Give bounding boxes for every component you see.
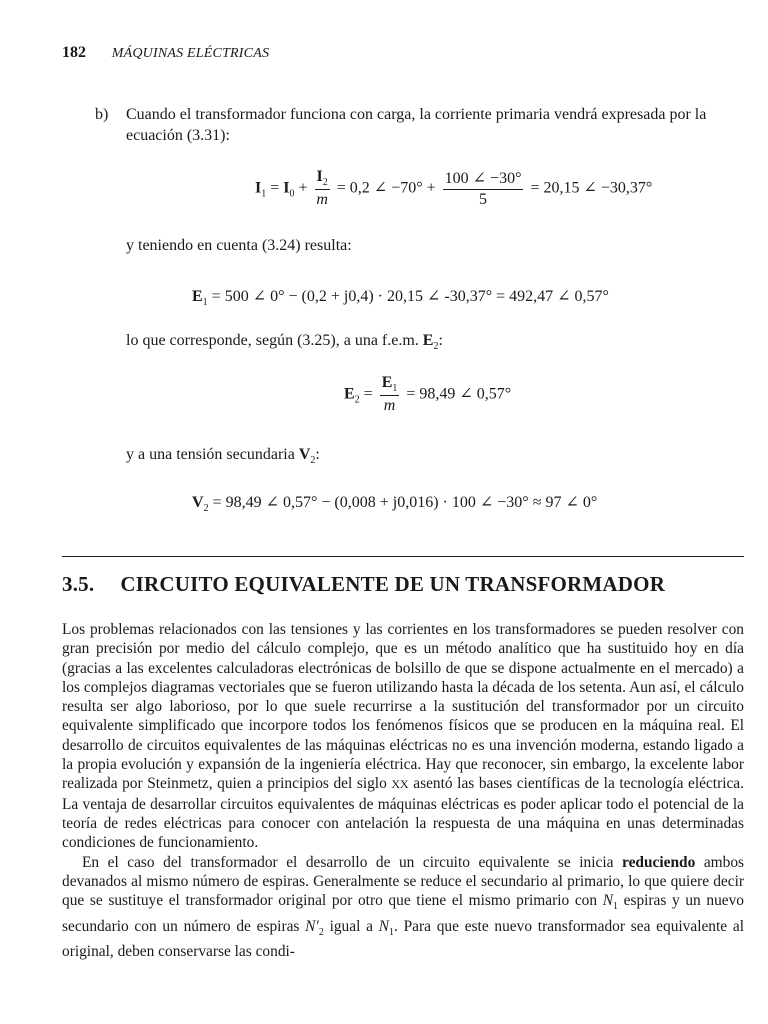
p2-n1-again: N bbox=[378, 917, 389, 935]
eq2-lhs-sub: 1 bbox=[202, 297, 208, 309]
eq3-lhs-sub: 2 bbox=[354, 394, 360, 406]
p1-part-a: Los problemas relacionados con las tensiones y las corrientes en los transformadores se pueden resolver con gran precisión por medio del cálculo complejo, que es un método analítico que ha sustituido hoy en día (gracias a las excelentes calculadoras electrónicas de bolsillo de que se dispone actualmente en el mercado) a los complejos diagramas vectoriales que se fueron utilizando hasta la década de los setenta. Aun así, el cálculo resulta ser algo laborioso, por lo que suele recurrirse a la sustitución del transformador por un circuito equivalente simplificado que incorpore todos los fenómenos físicos que se producen en la máquina real. El desarrollo de circuitos equivalentes de las máquinas eléctricas no es una invención moderna, estando ligado a la propia evolución y expansión de la ingeniería eléctrica. Hay que reconocer, sin embargo, la excelente labor realizada por Steinmetz, quien a principios del siglo bbox=[62, 621, 744, 793]
section-body bbox=[62, 620, 744, 961]
p1-century: XX bbox=[391, 777, 409, 792]
p2-part-b: ambos devanados al mismo número de espiras. Generalmente se reduce el secundario al primario, lo que quiere decir que se sustituye el transformador original por otro que tiene el mismo primario con bbox=[62, 853, 744, 910]
eq2-lhs: E bbox=[192, 288, 203, 305]
p2-n1: N bbox=[602, 892, 613, 910]
body-paragraph-1 bbox=[62, 620, 744, 853]
para3-end: : bbox=[315, 446, 320, 463]
section-divider bbox=[62, 556, 744, 557]
running-header bbox=[62, 44, 269, 62]
p2-n2-sub: 2 bbox=[318, 926, 324, 938]
eq3-frac-den: m bbox=[383, 397, 396, 415]
p2-n1-sub: 1 bbox=[612, 901, 618, 913]
p2-n2: N′ bbox=[305, 917, 319, 935]
eq1-frac1-num-sub: 2 bbox=[322, 177, 328, 189]
p2-part-a: En el caso del transformador el desarrollo de un circuito equivalente se inicia bbox=[82, 853, 623, 871]
eq1-lhs-sub: 1 bbox=[261, 188, 267, 200]
eq1-fraction-1 bbox=[315, 168, 330, 209]
paragraph-2 bbox=[126, 332, 443, 352]
eq4-rhs: = 98,49 ∠ 0,57° − (0,008 + j0,016) · 100 ∠ −30° ≈ 97 ∠ 0° bbox=[212, 494, 598, 511]
p2-n1-again-sub: 1 bbox=[389, 926, 394, 938]
para3-var-sub: 2 bbox=[310, 455, 316, 467]
equation-emf-1 bbox=[192, 286, 609, 308]
eq3-frac-num: E bbox=[381, 374, 393, 391]
p2-part-c: espiras y un nuevo secundario con un número de espiras bbox=[62, 892, 745, 935]
section-title: CIRCUITO EQUIVALENTE DE UN TRANSFORMADOR bbox=[120, 572, 666, 596]
para3-var: V bbox=[298, 446, 311, 463]
p2-part-d: igual a bbox=[323, 917, 379, 935]
p2-bold-term: reduciendo bbox=[622, 853, 696, 871]
eq4-lhs-sub: 2 bbox=[203, 503, 209, 515]
paragraph-3 bbox=[126, 446, 320, 466]
eq1-frac1-den: m bbox=[316, 191, 328, 209]
eq1-frac1-num: I bbox=[316, 168, 323, 185]
paragraph-1: y teniendo en cuenta (3.24) resulta: bbox=[126, 237, 352, 254]
para2-text: lo que corresponde, según (3.25), a una f.e.m. bbox=[126, 332, 423, 349]
p2-part-e: . Para que este nuevo transformador sea equivalente al original, deben conservarse las condi- bbox=[62, 917, 744, 960]
eq1-lhs: I bbox=[255, 179, 262, 197]
eq1-i0-sub: 0 bbox=[289, 188, 295, 200]
equation-primary-current: $I_1 = I_0$ + $\frac{I_2}{m}$ = 0,2 ∠ −70° + $\frac{100 \angle -30^\circ}{5}$ = 20,15 ∠ −30,37° bbox=[255, 168, 653, 209]
item-b bbox=[95, 104, 755, 146]
item-text: Cuando el transformador funciona con carga, la corriente primaria vendrá expresada por la ecuación (3.31): bbox=[126, 106, 707, 144]
eq1-result: = 20,15 ∠ −30,37° bbox=[530, 179, 653, 197]
body-paragraph-2 bbox=[62, 853, 744, 962]
para2-var-sub: 2 bbox=[433, 341, 439, 353]
section-number: 3.5. bbox=[62, 572, 95, 596]
eq1-fraction-2 bbox=[443, 168, 524, 209]
eq1-frac2-num: 100 ∠ −30° bbox=[443, 168, 524, 190]
eq1-value: = 0,2 ∠ −70° + bbox=[336, 179, 436, 197]
item-label: b) bbox=[95, 106, 109, 123]
equation-emf-2: $E_2$ = $\frac{E_1}{m}$ = 98,49 ∠ 0,57° bbox=[344, 374, 512, 415]
para3-text: y a una tensión secundaria bbox=[126, 446, 299, 463]
para2-end: : bbox=[438, 332, 443, 349]
eq1-frac2-den: 5 bbox=[479, 191, 488, 209]
eq3-fraction bbox=[380, 374, 400, 415]
eq4-lhs: V bbox=[192, 494, 204, 511]
eq3-frac-num-sub: 1 bbox=[392, 383, 398, 395]
eq2-rhs: = 500 ∠ 0° − (0,2 + j0,4) · 20,15 ∠ -30,37° = 492,47 ∠ 0,57° bbox=[211, 288, 609, 305]
eq3-lhs: E bbox=[344, 385, 355, 403]
equation-secondary-voltage bbox=[192, 492, 597, 514]
section-heading bbox=[62, 572, 665, 597]
page-number: 182 bbox=[62, 44, 86, 61]
book-title: MÁQUINAS ELÉCTRICAS bbox=[111, 46, 270, 61]
eq3-result: = 98,49 ∠ 0,57° bbox=[406, 385, 512, 403]
p1-part-b: asentó las bases científicas de la tecnología eléctrica. La ventaja de desarrollar circuitos equivalentes de máquinas eléctricas es poder aplicar todo el potencial de la teoría de redes eléctricas para conocer con antelación la respuesta de una máquina en unas determinadas condiciones de funcionamiento. bbox=[62, 775, 744, 852]
eq1-i0: I bbox=[283, 179, 290, 197]
para2-var: E bbox=[422, 332, 434, 349]
